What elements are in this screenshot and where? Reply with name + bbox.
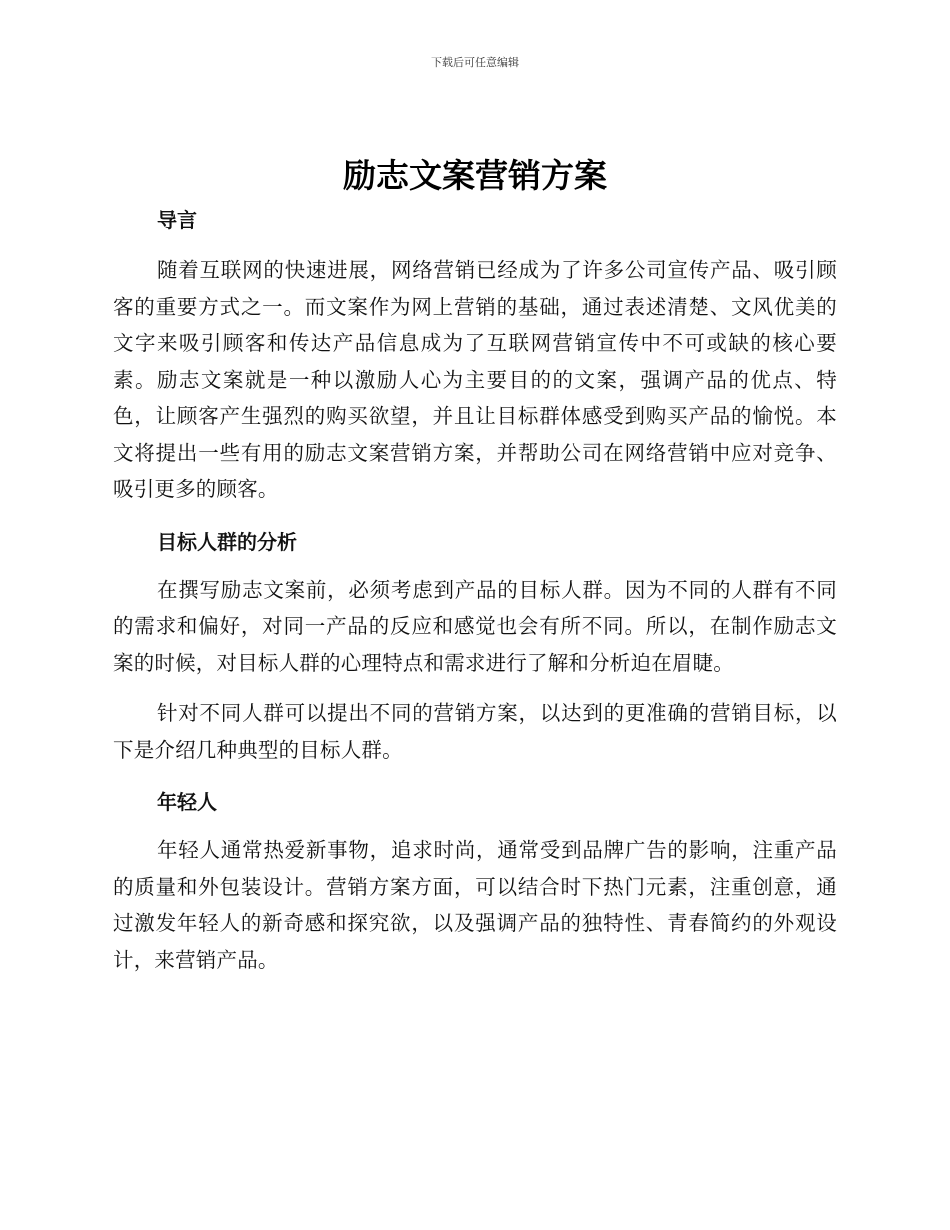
paragraph-intro: 随着互联网的快速进展，网络营销已经成为了许多公司宣传产品、吸引顾客的重要方式之一。而文案作为网上营销的基础，通过表述清楚、文风优美的文字来吸引顾客和传达产品信息成为了互联网营销宣传中不可或缺的核心要素。励志文案就是一种以激励人心为主要目的的文案，强调产品的优点、特色，让顾客产生强烈的购买欲望，并且让目标群体感受到购买产品的愉悦。本文将提出一些有用的励志文案营销方案，并帮助公司在网络营销中应对竞争、吸引更多的顾客。	[113, 258, 837, 501]
page-header-note: 下载后可任意编辑	[431, 56, 519, 69]
paragraph-target-analysis-2: 针对不同人群可以提出不同的营销方案，以达到的更准确的营销目标，以下是介绍几种典型的目标人群。	[113, 701, 837, 762]
section-heading-intro: 导言	[157, 208, 197, 232]
paragraph-young-people: 年轻人通常热爱新事物，追求时尚，通常受到品牌广告的影响，注重产品的质量和外包装设计。营销方案方面，可以结合时下热门元素，注重创意，通过激发年轻人的新奇感和探究欲，以及强调产品的独特性、青春简约的外观设计，来营销产品。	[113, 838, 837, 972]
document-title: 励志文案营销方案	[343, 156, 607, 195]
section-heading-target-analysis: 目标人群的分析	[157, 529, 297, 554]
document-body	[113, 200, 837, 992]
section-heading-young-people: 年轻人	[157, 790, 217, 814]
paragraph-target-analysis-1: 在撰写励志文案前，必须考虑到产品的目标人群。因为不同的人群有不同的需求和偏好，对同一产品的反应和感觉也会有所不同。所以，在制作励志文案的时候，对目标人群的心理特点和需求进行了解和分析迫在眉睫。	[113, 577, 837, 675]
